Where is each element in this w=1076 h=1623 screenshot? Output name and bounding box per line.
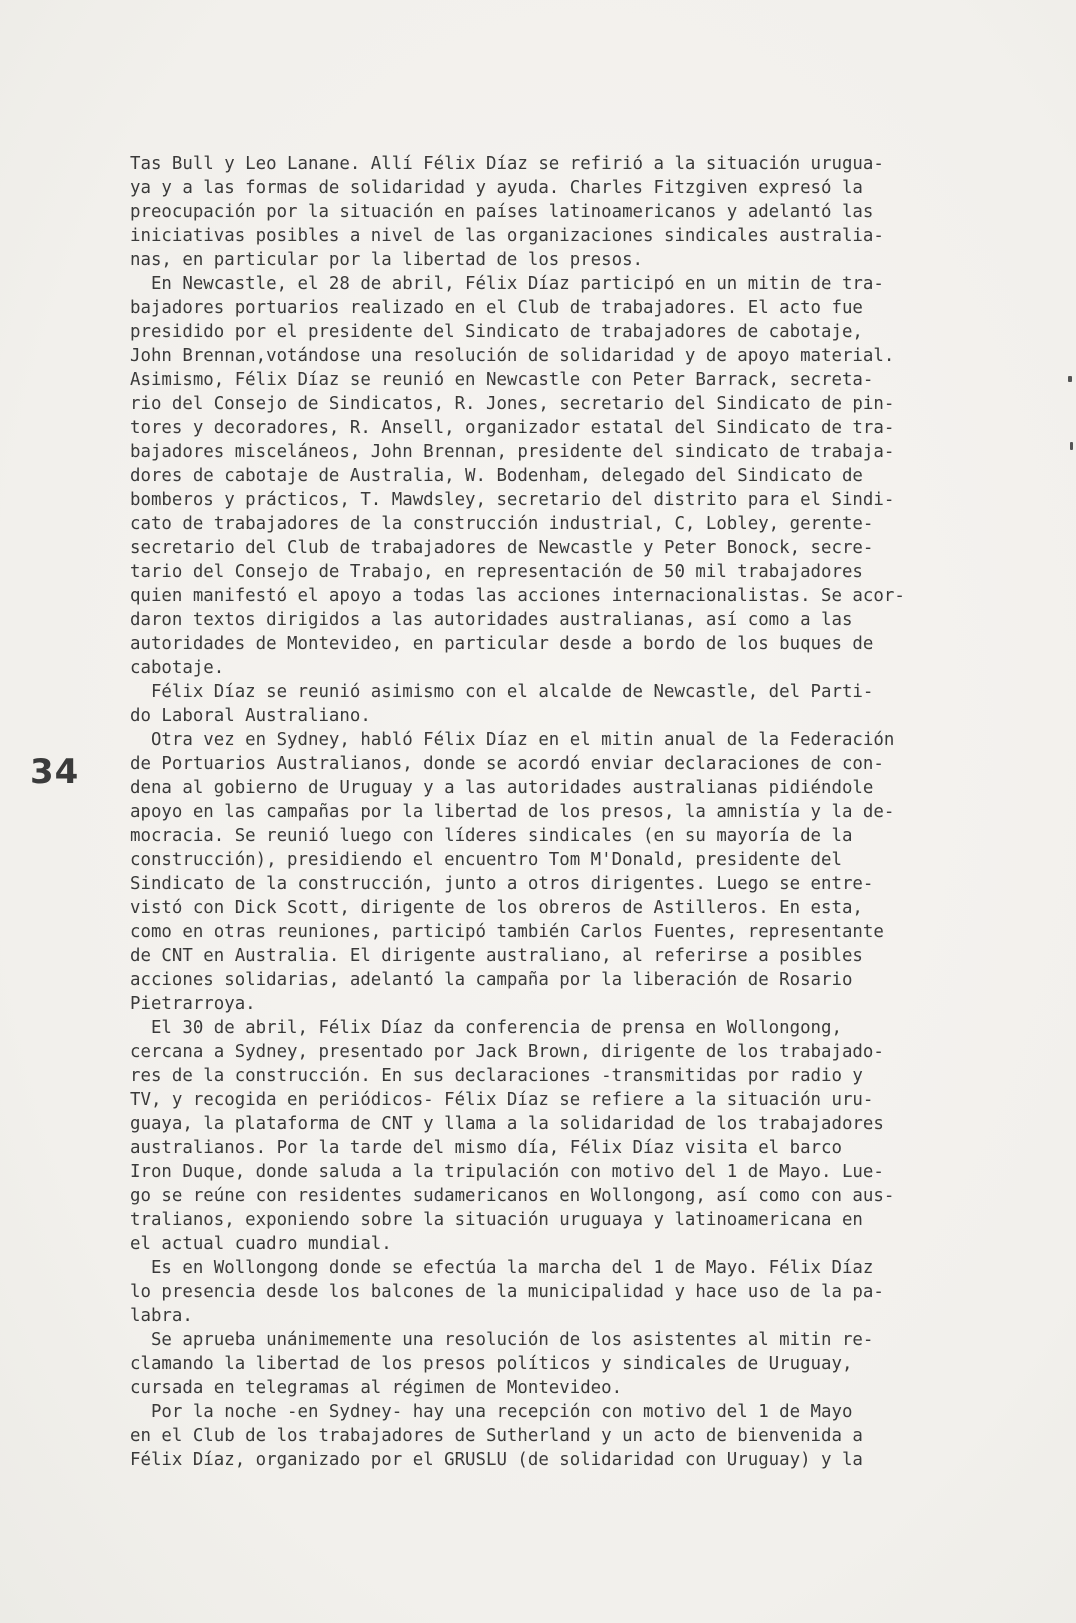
body-text (130, 152, 1030, 1472)
page-number: 34 (30, 752, 80, 792)
text-line: Félix Díaz se reunió asimismo con el alcalde de Newcastle, del Parti- (130, 682, 874, 702)
text-line: preocupación por la situación en países latinoamericanos y adelantó las (130, 202, 874, 222)
text-line: En Newcastle, el 28 de abril, Félix Díaz participó en un mitin de tra- (130, 274, 884, 294)
text-line: daron textos dirigidos a las autoridades australianas, así como a las (130, 610, 853, 630)
text-line: tralianos, exponiendo sobre la situación uruguaya y latinoamericana en (130, 1210, 863, 1230)
text-line: nas, en particular por la libertad de los presos. (130, 250, 644, 270)
text-line: Asimismo, Félix Díaz se reunió en Newcastle con Peter Barrack, secreta- (130, 370, 874, 390)
text-line: apoyo en las campañas por la libertad de los presos, la amnistía y la de- (130, 802, 895, 822)
text-line: mocracia. Se reunió luego con líderes sindicales (en su mayoría de la (130, 826, 853, 846)
text-line: TV, y recogida en periódicos- Félix Díaz se refiere a la situación uru- (130, 1090, 874, 1110)
text-line: como en otras reuniones, participó también Carlos Fuentes, representante (130, 922, 884, 942)
text-line: construcción), presidiendo el encuentro Tom M'Donald, presidente del (130, 850, 842, 870)
text-line: bajadores misceláneos, John Brennan, presidente del sindicato de trabaja- (130, 442, 895, 462)
text-line: Es en Wollongong donde se efectúa la marcha del 1 de Mayo. Félix Díaz (130, 1258, 874, 1278)
text-line: australianos. Por la tarde del mismo día, Félix Díaz visita el barco (130, 1138, 842, 1158)
text-line: res de la construcción. En sus declaraciones -transmitidas por radio y (130, 1066, 863, 1086)
text-line: cursada en telegramas al régimen de Montevideo. (130, 1378, 623, 1398)
text-line: quien manifestó el apoyo a todas las acciones internacionalistas. Se acor- (130, 586, 905, 606)
text-line: lo presencia desde los balcones de la municipalidad y hace uso de la pa- (130, 1282, 884, 1302)
text-line: Pietrarroya. (130, 994, 256, 1014)
text-line: labra. (130, 1306, 193, 1326)
text-line: Por la noche -en Sydney- hay una recepción con motivo del 1 de Mayo (130, 1402, 853, 1422)
text-line: Iron Duque, donde saluda a la tripulación con motivo del 1 de Mayo. Lue- (130, 1162, 884, 1182)
text-line: ya y a las formas de solidaridad y ayuda. Charles Fitzgiven expresó la (130, 178, 863, 198)
text-line: cercana a Sydney, presentado por Jack Brown, dirigente de los trabajado- (130, 1042, 884, 1062)
text-line: Tas Bull y Leo Lanane. Allí Félix Díaz se refirió a la situación urugua- (130, 154, 884, 174)
text-line: autoridades de Montevideo, en particular desde a bordo de los buques de (130, 634, 874, 654)
text-line: de Portuarios Australianos, donde se acordó enviar declaraciones de con- (130, 754, 884, 774)
text-line: cabotaje. (130, 658, 225, 678)
text-line: en el Club de los trabajadores de Sutherland y un acto de bienvenida a (130, 1426, 863, 1446)
text-line: John Brennan,votándose una resolución de solidaridad y de apoyo material. (130, 346, 895, 366)
text-line: acciones solidarias, adelantó la campaña por la liberación de Rosario (130, 970, 853, 990)
text-line: de CNT en Australia. El dirigente australiano, al referirse a posibles (130, 946, 863, 966)
text-line: go se reúne con residentes sudamericanos en Wollongong, así como con aus- (130, 1186, 895, 1206)
text-line: clamando la libertad de los presos políticos y sindicales de Uruguay, (130, 1354, 853, 1374)
text-line: El 30 de abril, Félix Díaz da conferencia de prensa en Wollongong, (130, 1018, 842, 1038)
text-line: bajadores portuarios realizado en el Club de trabajadores. El acto fue (130, 298, 863, 318)
text-line: Sindicato de la construcción, junto a otros dirigentes. Luego se entre- (130, 874, 874, 894)
text-line: tario del Consejo de Trabajo, en representación de 50 mil trabajadores (130, 562, 863, 582)
scan-mark (1068, 376, 1072, 382)
text-line: cato de trabajadores de la construcción industrial, C, Lobley, gerente- (130, 514, 874, 534)
text-line: vistó con Dick Scott, dirigente de los obreros de Astilleros. En esta, (130, 898, 863, 918)
text-line: do Laboral Australiano. (130, 706, 371, 726)
text-line: Se aprueba unánimemente una resolución de los asistentes al mitin re- (130, 1330, 874, 1350)
text-line: secretario del Club de trabajadores de Newcastle y Peter Bonock, secre- (130, 538, 874, 558)
text-line: iniciativas posibles a nivel de las organizaciones sindicales australia- (130, 226, 884, 246)
text-line: rio del Consejo de Sindicatos, R. Jones, secretario del Sindicato de pin- (130, 394, 895, 414)
text-line: guaya, la plataforma de CNT y llama a la solidaridad de los trabajadores (130, 1114, 884, 1134)
text-line: bomberos y prácticos, T. Mawdsley, secretario del distrito para el Sindi- (130, 490, 895, 510)
text-line: dena al gobierno de Uruguay y a las autoridades australianas pidiéndole (130, 778, 874, 798)
text-line: presidido por el presidente del Sindicato de trabajadores de cabotaje, (130, 322, 863, 342)
scan-mark (1070, 442, 1073, 450)
text-line: Otra vez en Sydney, habló Félix Díaz en el mitin anual de la Federación (130, 730, 895, 750)
text-line: tores y decoradores, R. Ansell, organizador estatal del Sindicato de tra- (130, 418, 895, 438)
text-line: el actual cuadro mundial. (130, 1234, 392, 1254)
text-line: dores de cabotaje de Australia, W. Bodenham, delegado del Sindicato de (130, 466, 863, 486)
text-line: Félix Díaz, organizado por el GRUSLU (de solidaridad con Uruguay) y la (130, 1450, 863, 1470)
